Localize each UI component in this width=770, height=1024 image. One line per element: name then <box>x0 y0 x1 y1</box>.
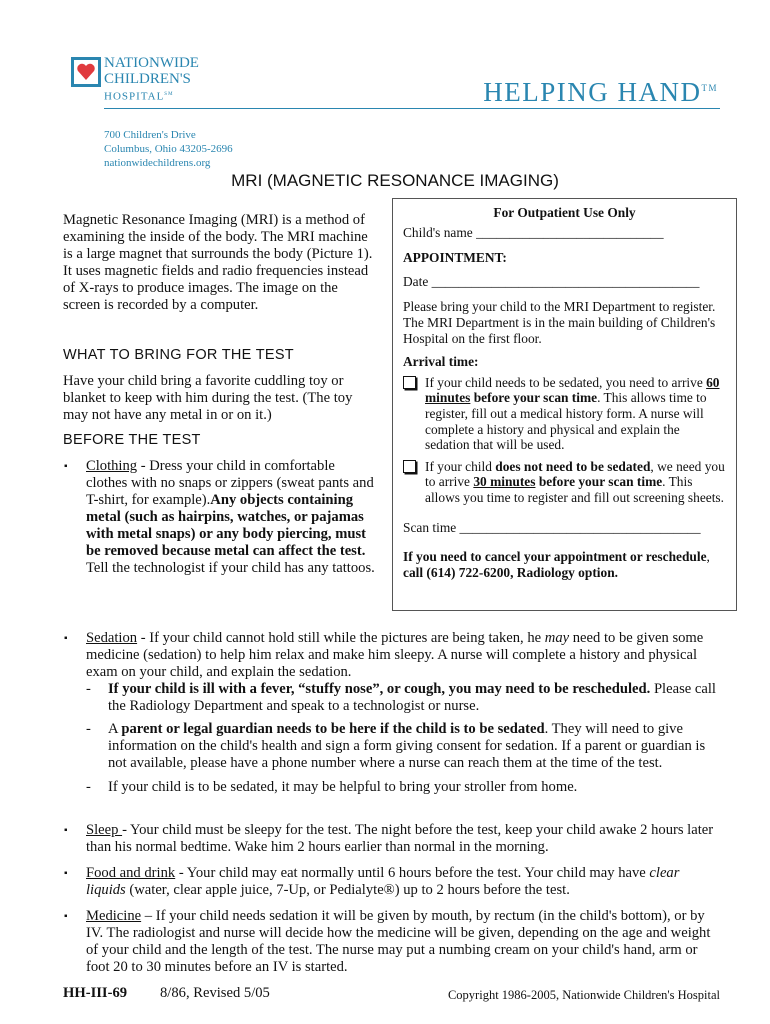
text-segment: If your child is to be sedated, it may be helpful to bring your stroller from home. <box>108 779 578 795</box>
childs-name-field[interactable]: Child's name ____________________________ <box>403 224 664 240</box>
text-segment: . This allows time to register, fill out a medical history form. A nurse will complete a history and physical and explain the sedation that will be used. <box>425 390 707 453</box>
bullet-icon: ▪ <box>64 911 68 922</box>
subitem-text <box>108 779 718 796</box>
logo-line: CHILDREN'S <box>104 71 191 87</box>
text-segment: - If your child cannot hold still while the pictures are being taken, he <box>137 630 545 646</box>
arrival-option-not-sedated <box>403 459 726 506</box>
text-segment: A <box>108 721 122 737</box>
register-text: Please bring your child to the MRI Department to register. The MRI Department is in the main building of Children's Hospital on the first floor. <box>403 299 716 346</box>
text-segment: – If your child needs sedation it will be given by mouth, by rectum (in the child's bottom), or by IV. The radiologist and nurse will decide how the medicine will be given, depending on the age and weight of your child and the length of the test. The nurse may put a numbing cream on your child's hand, arm or foot 20 to 30 minutes before an IV is started. <box>86 908 711 975</box>
address-street: 700 Children's Drive <box>104 129 196 141</box>
bullet-icon: ▪ <box>64 868 68 879</box>
bullet-medicine <box>64 908 718 976</box>
text-segment: call (614) 722-6200, Radiology option. <box>403 564 618 580</box>
trademark: TM <box>701 83 718 93</box>
revision-date: 8/86, Revised 5/05 <box>160 985 270 1001</box>
copyright: Copyright 1986-2005, Nationwide Children's Hospital <box>447 988 720 1002</box>
bullet-icon: ▪ <box>64 633 68 644</box>
arrival-label: Arrival time: <box>403 354 479 370</box>
page-title: MRI (MAGNETIC RESONANCE IMAGING) <box>231 171 559 190</box>
sedation-subitem <box>86 721 718 772</box>
bullet-clothing <box>64 458 376 577</box>
address <box>104 128 233 170</box>
appointment-label: APPOINTMENT: <box>403 250 507 266</box>
text-segment: does not need to be sedated <box>495 458 651 474</box>
logo-line: NATIONWIDE <box>104 55 199 71</box>
sedation-subitem <box>86 681 718 715</box>
text-segment: clear liquids <box>86 865 680 898</box>
arrival-option-sedated <box>403 375 726 453</box>
section-heading-before-test: BEFORE THE TEST <box>63 432 201 448</box>
text-segment: (water, clear apple juice, 7-Up, or Pedialyte®) up to 2 hours before the test. <box>125 882 570 898</box>
logo-mark-sm: SM <box>164 92 174 97</box>
text-segment: before your scan time <box>535 474 663 490</box>
sleep-text <box>86 822 718 856</box>
text-segment: Sedation <box>86 630 138 646</box>
clothing-text <box>86 458 376 577</box>
logo-wordmark <box>104 55 199 105</box>
website-link[interactable]: nationwidechildrens.org <box>104 157 211 169</box>
sedation-text <box>86 630 718 681</box>
text-segment: Medicine <box>86 908 142 924</box>
address-city: Columbus, Ohio 43205-2696 <box>104 143 233 155</box>
text-segment: before your scan time <box>470 390 598 406</box>
text-segment: - Your child may eat normally until 6 hours before the test. Your child may have <box>175 865 650 881</box>
medicine-text <box>86 908 718 976</box>
outpatient-box <box>392 198 737 611</box>
dash-marker: - <box>86 779 91 795</box>
subitem-text <box>108 721 718 772</box>
text-segment: Sleep <box>86 822 123 838</box>
text-segment: Food and drink <box>86 865 176 881</box>
text-segment: - Dress your child in comfortable clothes with no snaps or zippers (sweat pants and T-shirt, for example). <box>86 458 374 508</box>
subitem-text <box>108 681 718 715</box>
series-title-text: HELPING HAND <box>483 77 702 107</box>
dash-marker: - <box>86 721 91 737</box>
text-segment: Any objects containing metal (such as hairpins, watches, or pajamas with metal snaps) or any body piercing, must be removed because metal can affect the test. <box>86 492 367 559</box>
text-segment: parent or legal guardian needs to be here if the child is to be sedated <box>121 721 545 737</box>
text-segment: . This allows you time to register and fill out screening sheets. <box>425 474 724 505</box>
bullet-icon: ▪ <box>64 825 68 836</box>
text-segment: Clothing <box>86 458 138 474</box>
checkbox-icon[interactable] <box>403 376 416 389</box>
text-segment: , <box>706 549 710 565</box>
food-text <box>86 865 718 899</box>
option-text <box>425 375 726 453</box>
intro-paragraph: Magnetic Resonance Imaging (MRI) is a method of examining the inside of the body. The MRI machine is a large magnet that surrounds the body (Picture 1). It uses magnetic fields and radio frequencies instead of X-rays to produce images. The image on the screen is recorded by a computer. <box>63 212 373 313</box>
text-segment: If your child <box>425 458 496 474</box>
text-segment: - Your child must be sleepy for the test. The night before the test, keep your child awake 2 hours later than his normal bedtime. Wake him 2 hours earlier than normal in the morning. <box>86 822 714 855</box>
text-segment: may <box>544 630 570 646</box>
text-segment: If you need to cancel your appointment or reschedule <box>403 549 707 565</box>
sedation-subitem <box>86 779 718 796</box>
bullet-icon: ▪ <box>64 461 68 472</box>
cancel-text <box>403 549 726 580</box>
date-field[interactable]: Date ________________________________________ <box>403 273 700 289</box>
bullet-food <box>64 865 718 899</box>
header-divider <box>104 108 720 109</box>
logo-mark <box>71 57 101 87</box>
heart-icon <box>76 62 96 82</box>
section-heading-what-to-bring: WHAT TO BRING FOR THE TEST <box>63 347 294 363</box>
document-code: HH-III-69 <box>63 985 128 1001</box>
checkbox-icon[interactable] <box>403 460 416 473</box>
text-segment: need to be given some medicine (sedation) to help him relax and make him sleepy. A nurse will complete a history and physical exam on your child, and explain the sedation. <box>86 630 704 680</box>
text-segment: . They will need to give information on the child's health and sign a form giving consent for sedation. If a parent or guardian is not available, please have a phone number where a nurse can reach them at the time of the test. <box>108 721 706 771</box>
box-heading: For Outpatient Use Only <box>493 205 636 220</box>
series-title <box>483 77 718 107</box>
text-segment: 30 minutes <box>473 474 536 490</box>
text-segment: 60 minutes <box>425 374 720 406</box>
text-segment: If your child is ill with a fever, “stuffy nose”, or cough, you may need to be rescheduled. <box>108 681 651 697</box>
scan-time-field[interactable]: Scan time ____________________________________ <box>403 519 701 535</box>
text-segment: Please call the Radiology Department and speak to a technologist or nurse. <box>108 681 716 714</box>
option-text <box>425 459 726 506</box>
text-segment: If your child needs to be sedated, you need to arrive <box>425 374 707 390</box>
logo-line: HOSPITAL <box>104 90 165 103</box>
what-to-bring-text: Have your child bring a favorite cuddling toy or blanket to keep with him during the test. (The toy may not have any metal in or on it.) <box>63 373 353 423</box>
dash-marker: - <box>86 681 91 697</box>
text-segment: , we need you to arrive <box>425 458 725 490</box>
bullet-sleep <box>64 822 718 856</box>
bullet-sedation <box>64 630 718 796</box>
text-segment: Tell the technologist if your child has any tattoos. <box>86 560 375 576</box>
